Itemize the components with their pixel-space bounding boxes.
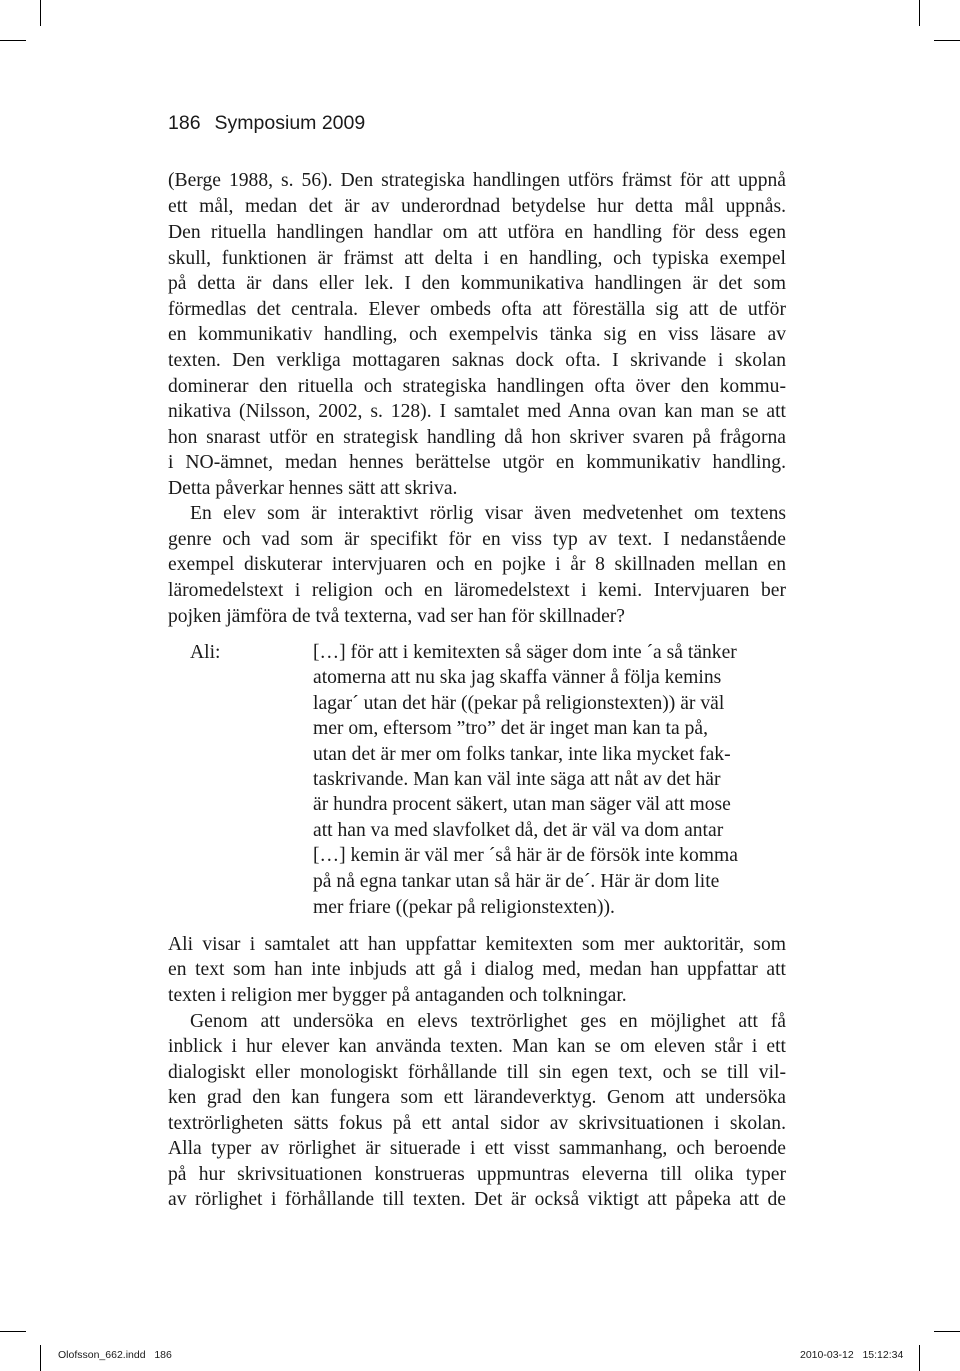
crop-mark — [919, 0, 920, 26]
text-line: dominerar den rituella och strategiska handlingen ofta över den kommu- — [168, 376, 786, 397]
quote-line: lagar´ utan det här ((pekar på religionstexten)) är väl — [313, 693, 725, 714]
text-line: textrörligheten sätts fokus på ett antal sidor av skrivsituationen i skolan. — [168, 1113, 786, 1134]
quote-line: atomerna att nu ska jag skaffa vänner å följa kemins — [313, 667, 722, 688]
text-line: texten. Den verkliga mottagaren saknas dock ofta. I skrivande i skolan — [168, 350, 786, 371]
text-line: Alla typer av rörlighet är situerade i ett visst sammanhang, och beroende — [168, 1138, 786, 1159]
text-line: på hur skrivsituationen konstrueras uppmuntras eleverna till olika typer — [168, 1164, 786, 1185]
crop-mark — [934, 40, 960, 41]
text-line: läromedelstext i religion och en läromedelstext i kemi. Intervjuaren ber — [168, 580, 786, 601]
quote-line: […] kemin är väl mer ´så här är de försök inte komma — [313, 845, 738, 866]
quote-line: […] för att i kemitexten så säger dom inte ´a så tänker — [313, 642, 737, 663]
text-line: En elev som är interaktivt rörlig visar även medvetenhet om textens — [190, 503, 786, 524]
slug-timestamp: 2010-03-12 15:12:34 — [800, 1349, 904, 1361]
crop-mark — [0, 40, 26, 41]
text-line: dialogiskt eller monologiskt förhållande till sin egen text, och se till vil- — [168, 1062, 786, 1083]
text-line: en text som han inte inbjuds att gå i dialog med, medan han uppfattar att — [168, 959, 786, 980]
text-line: av rörlighet i förhållande till texten. Det är också viktigt att påpeka att de — [168, 1189, 786, 1210]
text-line: Den rituella handlingen handlar om att utföra en handling för dess egen — [168, 222, 786, 243]
text-line: förmedlas det centrala. Elever ombeds ofta att föreställa sig att de utför — [168, 299, 786, 320]
crop-mark — [919, 1345, 920, 1371]
running-header — [168, 112, 365, 135]
text-line: i NO-ämnet, medan hennes berättelse utgör en kommunikativ handling. — [168, 452, 786, 473]
text-line: pojken jämföra de två texterna, vad ser han för skillnader? — [168, 606, 625, 627]
quote-line: mer friare ((pekar på religionstexten)). — [313, 897, 615, 918]
quote-line: att han va med slavfolket då, det är väl va dom antar — [313, 820, 724, 841]
text-line: inblick i hur elever kan använda texten. Man kan se om eleven står i ett — [168, 1036, 786, 1057]
text-line: exempel diskuterar intervjuaren och en pojke i år 8 skillnaden mellan en — [168, 554, 786, 575]
running-title: Symposium 2009 — [214, 112, 366, 134]
text-line: på detta är dans eller lek. I den kommunikativa handlingen är det som — [168, 273, 786, 294]
quote-line: taskrivande. Man kan väl inte säga att nåt av det här — [313, 769, 721, 790]
text-line: ett mål, medan det är av underordnad betydelse hur detta mål uppnås. — [168, 196, 786, 217]
crop-mark — [0, 1331, 26, 1332]
quote-line: utan det är mer om folks tankar, inte lika mycket fak- — [313, 744, 731, 765]
slug-filename: Olofsson_662.indd 186 — [58, 1349, 172, 1361]
crop-mark — [40, 0, 41, 26]
page-number: 186 — [168, 112, 201, 134]
text-line: hon snarast utför en strategisk handling då hon skriver svaren på frågorna — [168, 427, 786, 448]
crop-mark — [934, 1331, 960, 1332]
text-line: en kommunikativ handling, och exempelvis tänka sig en viss läsare av — [168, 324, 786, 345]
text-line: nikativa (Nilsson, 2002, s. 128). I samtalet med Anna ovan kan man se att — [168, 401, 786, 422]
text-line: genre och vad som är specifikt för en viss typ av text. I nedanstående — [168, 529, 786, 550]
text-line: skull, funktionen är främst att delta i en handling, och typiska exempel — [168, 248, 786, 269]
text-line: Ali visar i samtalet att han uppfattar kemitexten som mer auktoritär, som — [168, 934, 786, 955]
text-line: Detta påverkar hennes sätt att skriva. — [168, 478, 458, 499]
quote-line: på nå egna tankar utan så här är de´. Här är dom lite — [313, 871, 720, 892]
quote-line: mer om, eftersom ”tro” det är inget man kan ta på, — [313, 718, 708, 739]
crop-mark — [40, 1345, 41, 1371]
text-line: ken grad den kan fungera som ett lärandeverktyg. Genom att undersöka — [168, 1087, 786, 1108]
quote-line: är hundra procent säkert, utan man säger väl att mose — [313, 794, 731, 815]
text-line: Genom att undersöka en elevs textrörlighet ges en möjlighet att få — [190, 1011, 786, 1032]
text-line: texten i religion mer bygger på antaganden och tolkningar. — [168, 985, 627, 1006]
speaker-label: Ali: — [190, 642, 221, 663]
text-line: (Berge 1988, s. 56). Den strategiska handlingen utförs främst för att uppnå — [168, 170, 786, 191]
